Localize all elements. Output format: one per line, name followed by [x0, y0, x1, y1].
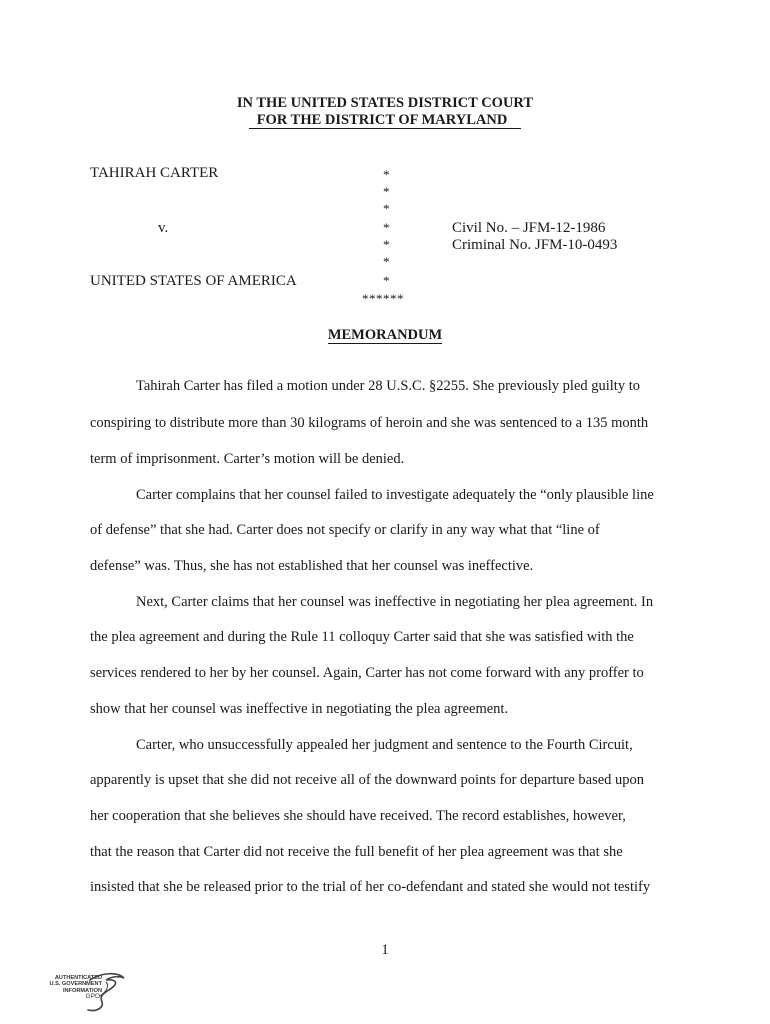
body-line: of defense” that she had. Carter does not specify or clarify in any way what that “line of [90, 522, 600, 538]
memorandum-title: MEMORANDUM [327, 327, 443, 343]
eagle-signature-icon [84, 970, 128, 1015]
caption-star: * [383, 254, 390, 269]
caption-star: * [383, 273, 390, 288]
court-name-line-2 [0, 112, 770, 129]
caption-star: * [383, 201, 390, 216]
body-line: her cooperation that she believes she should have received. The record establishes, however, [90, 808, 626, 824]
page-number: 1 [381, 942, 389, 958]
court-name-line-1: IN THE UNITED STATES DISTRICT COURT [236, 95, 534, 111]
body-line: Carter complains that her counsel failed to investigate adequately the “only plausible line [136, 487, 654, 503]
caption-star-row: ****** [362, 291, 404, 306]
document-title [0, 327, 770, 344]
body-line: defense” was. Thus, she has not established that her counsel was ineffective. [90, 558, 534, 574]
body-line: conspiring to distribute more than 30 kilograms of heroin and she was sentenced to a 135 month [90, 415, 649, 431]
defendant-name: UNITED STATES OF AMERICA [90, 273, 297, 289]
gpo-logo-line: AUTHENTICATED [54, 975, 102, 981]
gpo-authentication-logo [40, 970, 130, 1015]
caption-star: * [383, 237, 390, 252]
body-line: Carter, who unsuccessfully appealed her judgment and sentence to the Fourth Circuit, [136, 737, 633, 753]
body-line: that the reason that Carter did not receive the full benefit of her plea agreement was that she [90, 844, 623, 860]
caption-star: * [383, 184, 390, 199]
body-line: show that her counsel was ineffective in negotiating the plea agreement. [90, 701, 509, 717]
body-line: Tahirah Carter has filed a motion under 28 U.S.C. §2255. She previously pled guilty to [136, 378, 640, 394]
body-line: term of imprisonment. Carter’s motion will be denied. [90, 451, 405, 467]
court-district: FOR THE DISTRICT OF MARYLAND [249, 112, 522, 129]
gpo-logo-line: INFORMATION [62, 987, 102, 994]
caption-star: * [383, 167, 390, 182]
body-line: insisted that she be released prior to the trial of her co-defendant and stated she would not testify [90, 879, 651, 895]
versus-label: v. [158, 220, 169, 236]
plaintiff-name: TAHIRAH CARTER [90, 165, 219, 181]
criminal-case-number: Criminal No. JFM-10-0493 [452, 237, 618, 253]
body-line: services rendered to her by her counsel. Again, Carter has not come forward with any proffer to [90, 665, 644, 681]
gpo-logo-mark: GPO [85, 992, 100, 1000]
gpo-logo-line: U.S. GOVERNMENT [49, 981, 102, 988]
caption-star: * [383, 220, 390, 235]
body-line: Next, Carter claims that her counsel was ineffective in negotiating her plea agreement. In [136, 594, 654, 610]
body-line: the plea agreement and during the Rule 11 colloquy Carter said that she was satisfied with the [90, 629, 634, 645]
body-line: apparently is upset that she did not receive all of the downward points for departure based upon [90, 772, 645, 788]
civil-case-number: Civil No. – JFM-12-1986 [452, 220, 606, 236]
